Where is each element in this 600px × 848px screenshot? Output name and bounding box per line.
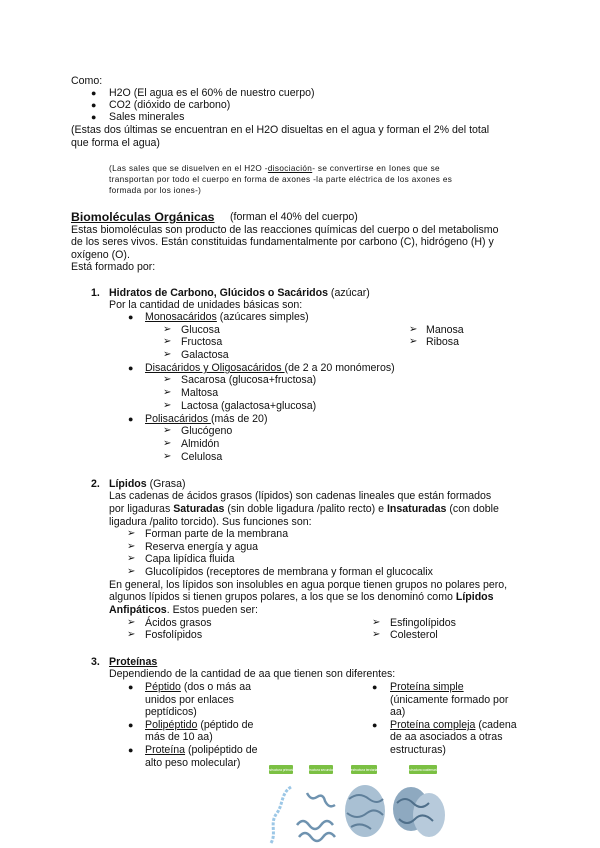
paragraph-line: En general, los lípidos son insolubles en agua porque tienen grupos no polares pero, <box>109 579 508 591</box>
paragraph-line: oxígeno (O). <box>71 249 130 261</box>
protein-type-desc: más de 10 aa) <box>145 731 213 743</box>
paragraph-line: por ligaduras Saturadas (sin doble ligadura /palito recto) e Insaturadas (con doble <box>109 503 499 515</box>
list-item: Fosfolípidos <box>145 629 203 641</box>
intro-note: que forma el agua) <box>71 137 160 149</box>
arrow-bullet-icon: ➢ <box>409 336 418 347</box>
protein-type-desc: aa) <box>390 706 406 718</box>
arrow-bullet-icon: ➢ <box>127 629 136 640</box>
secondary-helix <box>297 793 335 841</box>
intro-note: (Estas dos últimas se encuentran en el H2O disueltas en el agua y forman el 2% del total <box>71 124 490 136</box>
paragraph-line: de los seres vivos. Están constituidas fundamentalmente por carbono (C), hidrógeno (H) y <box>71 236 494 248</box>
list-item: Colesterol <box>390 629 438 641</box>
structure-tag <box>351 765 378 774</box>
protein-type: Proteína compleja (cadena <box>390 719 517 731</box>
poli-heading: Polisacáridos (más de 20) <box>145 413 268 425</box>
section-heading: Hidratos de Carbono, Glúcidos o Sacáridos (azúcar) <box>109 287 370 299</box>
arrow-bullet-icon: ➢ <box>409 324 418 335</box>
paragraph-line: Las cadenas de ácidos grasos (lípidos) son cadenas lineales que están formados <box>109 490 492 502</box>
bullet-icon: ● <box>91 112 97 122</box>
list-item: Glucógeno <box>181 425 233 437</box>
list-item: Maltosa <box>181 387 219 399</box>
section-heading: Lípidos (Grasa) <box>109 478 186 490</box>
list-item: Lactosa (galactosa+glucosa) <box>181 400 317 412</box>
arrow-bullet-icon: ➢ <box>372 629 381 640</box>
list-item: Esfingolípidos <box>390 617 456 629</box>
protein-type: Proteína simple <box>390 681 464 693</box>
aside-note: transportan por todo el cuerpo en forma de axones -la parte eléctrica de los axones es <box>109 175 453 184</box>
bullet-icon: ● <box>128 720 134 730</box>
section-number: 3. <box>91 656 100 668</box>
arrow-bullet-icon: ➢ <box>163 438 172 449</box>
protein-type-desc: de aa asociados a otras <box>390 731 503 743</box>
paragraph-line: Está formado por: <box>71 261 156 273</box>
arrow-bullet-icon: ➢ <box>127 541 136 552</box>
arrow-bullet-icon: ➢ <box>163 324 172 335</box>
list-item: Manosa <box>426 324 464 336</box>
protein-type: Proteína (polipéptido de <box>145 744 258 756</box>
protein-type: Péptido (dos o más aa <box>145 681 252 693</box>
arrow-bullet-icon: ➢ <box>163 374 172 385</box>
bullet-icon: ● <box>128 312 134 322</box>
arrow-bullet-icon: ➢ <box>127 566 136 577</box>
como-label: Como: <box>71 75 103 87</box>
list-item: Celulosa <box>181 451 223 463</box>
paragraph-line: Estas biomoléculas son producto de las reacciones químicas del cuerpo o del metabolismo <box>71 224 499 236</box>
paragraph-line: ligadura /palito torcido). Sus funciones son: <box>109 516 312 528</box>
intro-item: Sales minerales <box>109 111 185 123</box>
structure-tag <box>407 765 438 774</box>
protein-type-desc: (únicamente formado por <box>390 694 509 706</box>
tertiary-structure <box>345 785 385 837</box>
quaternary-structure <box>393 787 445 837</box>
list-item: Capa lipídica fluida <box>145 553 235 565</box>
bullet-icon: ● <box>128 363 134 373</box>
paragraph-line: Anfipáticos. Estos pueden ser: <box>109 604 258 616</box>
section-heading: Proteínas <box>109 656 158 668</box>
arrow-bullet-icon: ➢ <box>127 553 136 564</box>
list-item: Forman parte de la membrana <box>145 528 289 540</box>
arrow-bullet-icon: ➢ <box>163 425 172 436</box>
bullet-icon: ● <box>372 682 378 692</box>
bullet-icon: ● <box>128 745 134 755</box>
di-heading: Disacáridos y Oligosacáridos (de 2 a 20 monómeros) <box>145 362 395 374</box>
protein-type-desc: unidos por enlaces <box>145 694 234 706</box>
arrow-bullet-icon: ➢ <box>163 451 172 462</box>
arrow-bullet-icon: ➢ <box>163 349 172 360</box>
section-intro: Por la cantidad de unidades básicas son: <box>109 299 303 311</box>
bullet-icon: ● <box>372 720 378 730</box>
aside-note: (Las sales que se disuelven en el H2O -disociación- se convertirse en Iones que se <box>109 164 440 173</box>
section-number: 2. <box>91 478 100 490</box>
bullet-icon: ● <box>128 414 134 424</box>
list-item: Glucolípidos (receptores de membrana y forman el glucocalix <box>145 566 433 578</box>
intro-item: CO2 (dióxido de carbono) <box>109 99 231 111</box>
structure-tag <box>268 765 295 774</box>
section-title: Biomoléculas Orgánicas <box>71 210 215 224</box>
svg-text:estructura terciaria: estructura terciaria <box>350 768 378 772</box>
list-item: Ribosa <box>426 336 459 348</box>
mono-heading: Monosacáridos (azúcares simples) <box>145 311 309 323</box>
list-item: Reserva energía y agua <box>145 541 259 553</box>
svg-text:estructura cuaternaria: estructura cuaternaria <box>407 768 439 772</box>
arrow-bullet-icon: ➢ <box>127 528 136 539</box>
svg-text:estructura primaria: estructura primaria <box>267 768 295 772</box>
list-item: Sacarosa (glucosa+fructosa) <box>181 374 317 386</box>
list-item: Almidón <box>181 438 220 450</box>
arrow-bullet-icon: ➢ <box>163 336 172 347</box>
arrow-bullet-icon: ➢ <box>163 400 172 411</box>
section-subtitle: (forman el 40% del cuerpo) <box>230 211 358 223</box>
section-number: 1. <box>91 287 100 299</box>
list-item: Glucosa <box>181 324 220 336</box>
bullet-icon: ● <box>128 682 134 692</box>
arrow-bullet-icon: ➢ <box>163 387 172 398</box>
svg-text:estructura secundaria: estructura secundaria <box>305 768 337 772</box>
paragraph-line: algunos lípidos si tienen grupos polares, a los que se los denominó como Lípidos <box>109 591 494 603</box>
protein-type-desc: alto peso molecular) <box>145 757 241 769</box>
primary-chain <box>271 787 291 843</box>
protein-structure-figure <box>263 763 453 845</box>
bullet-icon: ● <box>91 100 97 110</box>
bullet-icon: ● <box>91 88 97 98</box>
protein-type: Polipéptido (péptido de <box>145 719 254 731</box>
structure-tag <box>306 765 337 774</box>
arrow-bullet-icon: ➢ <box>372 617 381 628</box>
list-item: Galactosa <box>181 349 229 361</box>
list-item: Fructosa <box>181 336 223 348</box>
protein-type-desc: estructuras) <box>390 744 446 756</box>
protein-type-desc: peptídicos) <box>145 706 197 718</box>
intro-item: H2O (El agua es el 60% de nuestro cuerpo) <box>109 87 315 99</box>
arrow-bullet-icon: ➢ <box>127 617 136 628</box>
aside-note: formada por los iones-) <box>109 186 202 195</box>
section-intro: Dependiendo de la cantidad de aa que tienen son diferentes: <box>109 668 396 680</box>
list-item: Ácidos grasos <box>145 617 212 629</box>
